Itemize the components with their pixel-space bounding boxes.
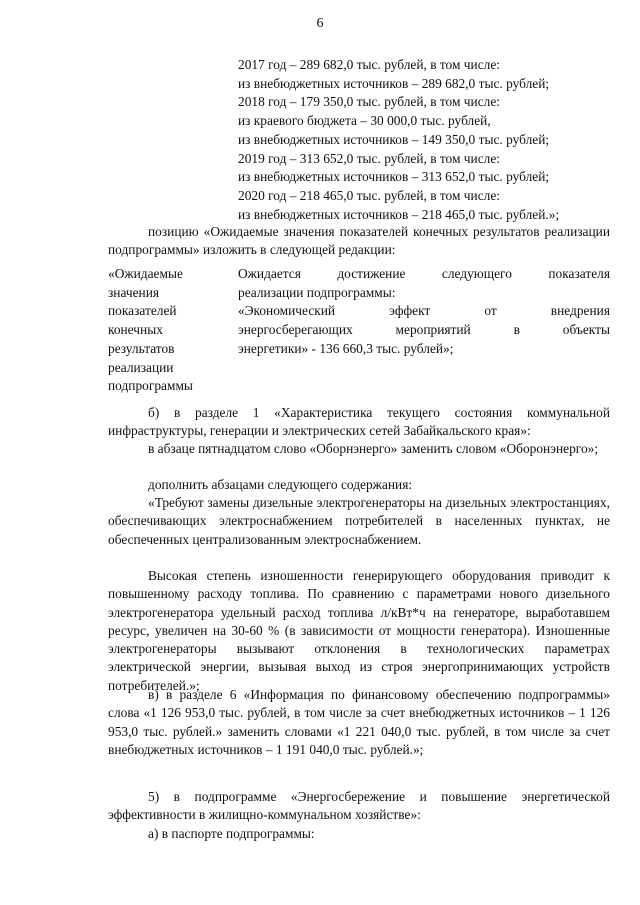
paragraph-b: б) в разделе 1 «Характеристика текущего состояния коммунальной инфраструктуры, генерации и электрических сетей Забайкальского края»: — [108, 405, 610, 439]
table-right-line: энергосберегающих мероприятий в объекты — [238, 322, 610, 338]
table-left-line: показателей — [108, 303, 177, 319]
table-left-line: конечных — [108, 322, 163, 338]
paragraph-5: 5) в подпрограмме «Энергосбережение и повышение энергетической эффективности в жилищно-коммунальном хозяйстве»: — [108, 789, 610, 823]
table-right-line: «Экономический эффект от внедрения — [238, 303, 610, 319]
finance-line: из краевого бюджета – 30 000,0 тыс. рублей, — [238, 113, 491, 129]
finance-line: 2019 год – 313 652,0 тыс. рублей, в том числе: — [238, 150, 500, 166]
table-right-line: энергетики» - 136 660,3 тыс. рублей»; — [238, 340, 454, 356]
paragraph-vysokaya: Высокая степень изношенности генерирующего оборудования приводит к повышенному расходу топлива. По сравнению с параметрами нового дизельного электрогенератора удельный расход топлива л/кВт*ч на генераторе, выработавшем ресурс, увеличен на 30-60 % (в зависимости от мощности генератора). Изношенные электрогенераторы вызывают отклонения в технологических параметрах электрической энергии, вызывая выход из строя энергопринимающих устройств потребителей.»; — [108, 568, 610, 693]
paragraph-v: в) в разделе 6 «Информация по финансовому обеспечению подпрограммы» слова «1 126 953,0 тыс. рублей, в том числе за счет внебюджетных источников – 1 126 953,0 тыс. рублей.» заменить словами «1 221 040,0 тыс. рублей, в том числе за счет внебюджетных источников – 1 191 040,0 тыс. рублей.»; — [108, 687, 610, 757]
finance-line: из внебюджетных источников – 289 682,0 тыс. рублей; — [238, 75, 550, 91]
table-right-line: реализации подпрограммы: — [238, 284, 396, 300]
table-left-line: «Ожидаемые — [108, 266, 183, 281]
table-left-column — [108, 265, 218, 396]
paragraph-abzac: в абзаце пятнадцатом слово «Оборнэнерго» заменить словом «Оборонэнерго»; — [148, 441, 599, 456]
finance-line: из внебюджетных источников – 149 350,0 тыс. рублей; — [238, 131, 550, 147]
table-right-line: Ожидается достижение следующего показателя — [238, 266, 610, 281]
table-right-column — [238, 265, 610, 359]
page-number: 6 — [316, 16, 324, 31]
table-left-line: реализации — [108, 359, 174, 375]
finance-line: 2017 год – 289 682,0 тыс. рублей, в том числе: — [238, 57, 500, 72]
paragraph-a: а) в паспорте подпрограммы: — [148, 826, 315, 841]
finance-line: 2020 год – 218 465,0 тыс. рублей, в том числе: — [238, 187, 500, 203]
finance-block — [238, 56, 616, 224]
table-left-line: значения — [108, 284, 160, 300]
finance-line: 2018 год – 179 350,0 тыс. рублей, в том числе: — [238, 94, 500, 110]
finance-line: из внебюджетных источников – 218 465,0 тыс. рублей.»; — [238, 206, 560, 222]
paragraph-trebuyut: «Требуют замены дизельные электрогенераторы на дизельных электростанциях, обеспечивающих электроснабжением потребителей в населенных пунктах, не обеспеченных централизованным электроснабжением. — [108, 495, 610, 547]
paragraph-dopolnit: дополнить абзацами следующего содержания: — [148, 477, 413, 492]
table-left-line: подпрограммы — [108, 378, 193, 394]
table-left-line: результатов — [108, 340, 175, 356]
finance-line: из внебюджетных источников – 313 652,0 тыс. рублей; — [238, 169, 550, 185]
paragraph-position: позицию «Ожидаемые значения показателей конечных результатов реализации подпрограммы» изложить в следующей редакции: — [108, 224, 610, 258]
